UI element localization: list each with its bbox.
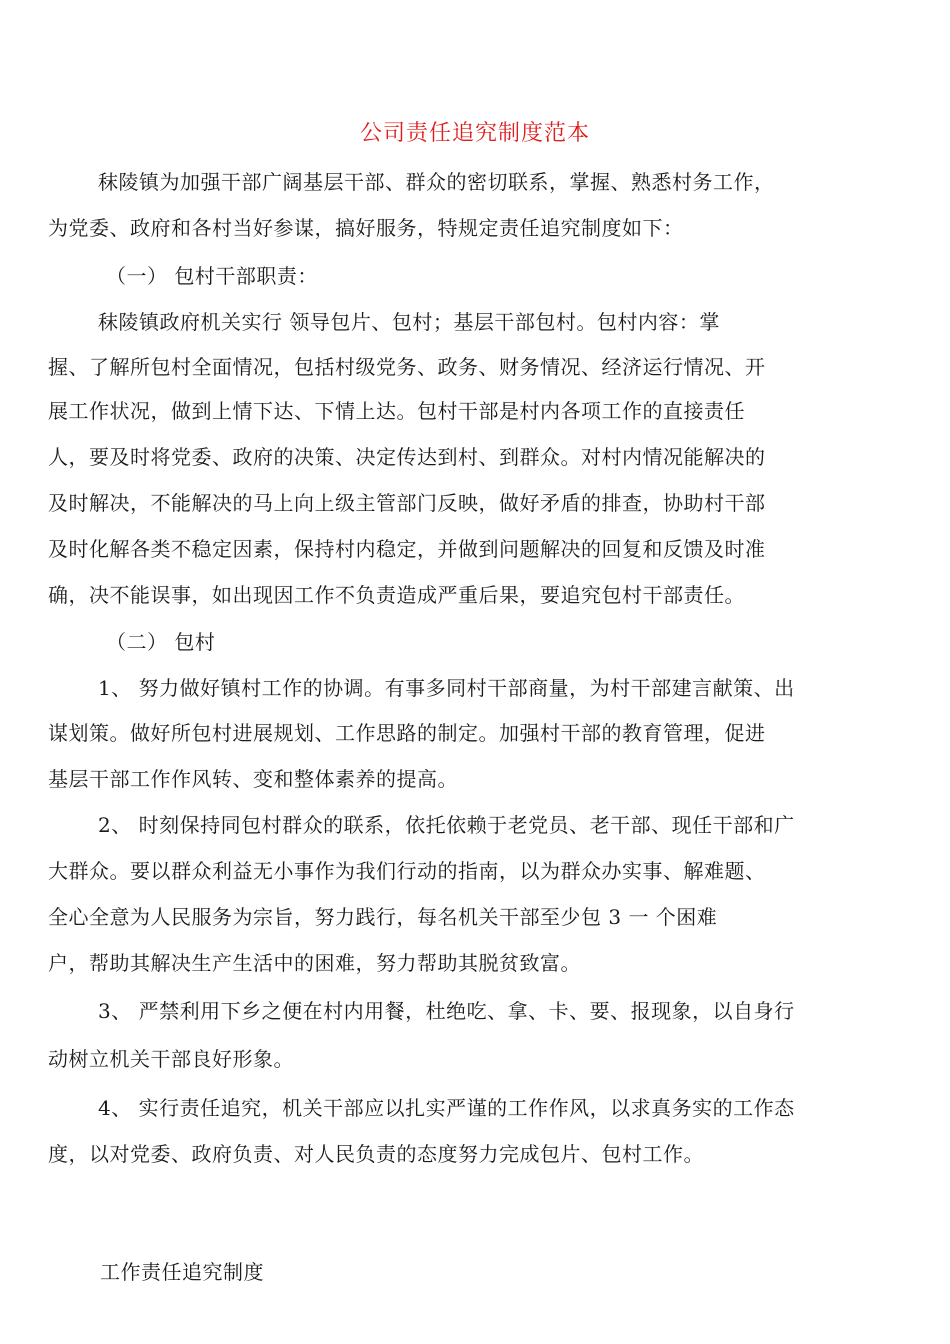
paragraph-line: 全心全意为人民服务为宗旨，努力践行，每名机关干部至少包 3 一 个困难 <box>48 905 718 929</box>
paragraph-line: 大群众。要以群众利益无小事作为我们行动的指南，以为群众办实事、解难题、 <box>48 859 766 883</box>
paragraph-line: 基层干部工作作风转、变和整体素养的提高。 <box>48 767 458 791</box>
paragraph-line: 2、 时刻保持同包村群众的联系，依托依赖于老党员、老干部、现任干部和广 <box>98 813 795 837</box>
paragraph-line: 为党委、政府和各村当好参谋，搞好服务，特规定责任追究制度如下： <box>48 216 684 240</box>
paragraph-line: 户，帮助其解决生产生活中的困难，努力帮助其脱贫致富。 <box>48 951 581 975</box>
document-title: 公司责任追究制度范本 <box>359 121 590 146</box>
paragraph-line: 握、了解所包村全面情况，包括村级党务、政务、财务情况、经济运行情况、开 <box>48 355 766 379</box>
section-heading: （二） 包村 <box>106 630 216 654</box>
paragraph-line: 3、 严禁利用下乡之便在村内用餐，杜绝吃、拿、卡、要、报现象，以自身行 <box>98 999 795 1023</box>
paragraph-line: 1、 努力做好镇村工作的协调。有事多同村干部商量，为村干部建言献策、出 <box>98 676 795 700</box>
paragraph-line: 秣陵镇为加强干部广阔基层干部、群众的密切联系，掌握、熟悉村务工作， <box>98 170 775 194</box>
paragraph-line: 4、 实行责任追究，机关干部应以扎实严谨的工作作风，以求真务实的工作态 <box>98 1096 795 1120</box>
paragraph-line: 秣陵镇政府机关实行 领导包片、包村；基层干部包村。包村内容：掌 <box>98 310 720 334</box>
paragraph-line: 及时解决，不能解决的马上向上级主管部门反映，做好矛盾的排查，协助村干部 <box>48 491 766 515</box>
footer-heading: 工作责任追究制度 <box>100 1260 264 1284</box>
paragraph-line: 展工作状况，做到上情下达、下情上达。包村干部是村内各项工作的直接责任 <box>48 399 745 423</box>
section-heading: （一） 包村干部职责： <box>106 264 318 288</box>
paragraph-line: 度，以对党委、政府负责、对人民负责的态度努力完成包片、包村工作。 <box>48 1142 704 1166</box>
paragraph-line: 确，决不能误事，如出现因工作不负责造成严重后果，要追究包村干部责任。 <box>48 583 745 607</box>
paragraph-line: 动树立机关干部良好形象。 <box>48 1047 294 1071</box>
paragraph-line: 及时化解各类不稳定因素，保持村内稳定，并做到问题解决的回复和反馈及时准 <box>48 537 766 561</box>
paragraph-line: 人，要及时将党委、政府的决策、决定传达到村、到群众。对村内情况能解决的 <box>48 445 766 469</box>
paragraph-line: 谋划策。做好所包村进展规划、工作思路的制定。加强村干部的教育管理，促进 <box>48 721 766 745</box>
